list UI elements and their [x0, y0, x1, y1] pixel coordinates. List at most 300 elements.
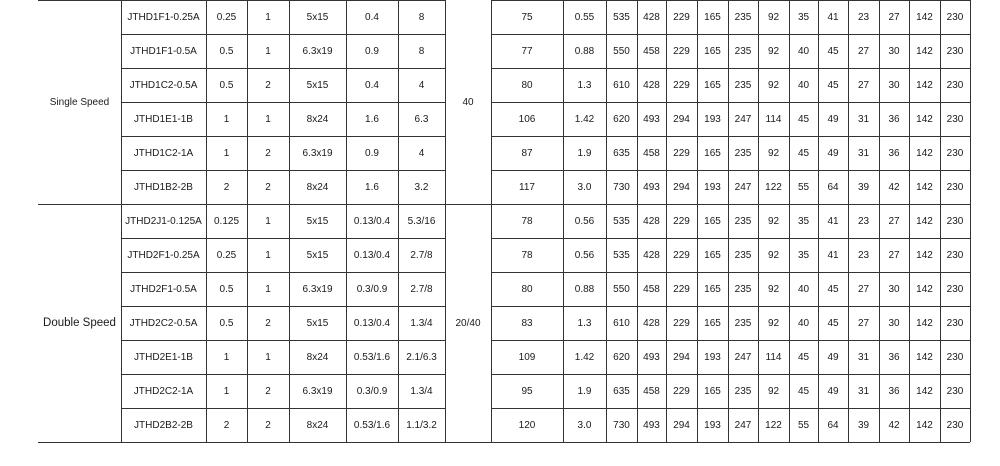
- spec-value-cell: 114: [765, 351, 782, 363]
- spec-value-cell: 23: [857, 11, 870, 23]
- spec-value-cell: 92: [767, 147, 780, 159]
- spec-value-cell: 31: [857, 147, 870, 159]
- column-divider: [818, 0, 819, 204]
- spec-value-cell: 230: [946, 113, 964, 125]
- spec-value-cell: 120: [518, 419, 536, 431]
- spec-value-cell: 294: [673, 181, 690, 193]
- value-cell-4: 0.9: [365, 147, 379, 159]
- row-divider: [121, 340, 445, 341]
- spec-value-cell: 229: [673, 385, 690, 397]
- column-divider: [848, 204, 849, 442]
- spec-value-cell: 31: [857, 385, 870, 397]
- value-cell-5: 4: [418, 79, 425, 91]
- spec-value-cell: 165: [704, 249, 721, 261]
- spec-value-cell: 39: [857, 181, 870, 193]
- column-divider: [789, 0, 790, 204]
- value-cell-1: 0.5: [219, 317, 234, 329]
- spec-value-cell: 550: [613, 45, 630, 57]
- spec-value-cell: 247: [734, 113, 752, 125]
- spec-value-cell: 45: [827, 45, 839, 57]
- table-row: [0, 272, 1000, 306]
- spec-value-cell: 730: [613, 419, 630, 431]
- spec-value-cell: 23: [857, 249, 870, 261]
- spec-value-cell: 230: [946, 351, 964, 363]
- row-divider: [121, 34, 445, 35]
- model-cell: JTHD1F1-0.25A: [127, 11, 200, 23]
- spec-value-cell: 635: [613, 147, 630, 159]
- spec-value-cell: 610: [613, 317, 630, 329]
- spec-value-cell: 230: [946, 419, 964, 431]
- value-cell-5: 3.2: [414, 181, 429, 193]
- spec-value-cell: 229: [673, 215, 690, 227]
- spec-value-cell: 41: [827, 249, 839, 261]
- spec-value-cell: 42: [888, 181, 900, 193]
- model-cell: JTHD2C2-0.5A: [129, 317, 198, 329]
- spec-value-cell: 77: [521, 45, 533, 57]
- spec-value-cell: 620: [613, 351, 630, 363]
- spec-value-cell: 235: [734, 147, 752, 159]
- spec-value-cell: 45: [797, 113, 810, 125]
- table-row: [0, 408, 1000, 442]
- spec-value-cell: 27: [857, 79, 870, 91]
- spec-value-cell: 45: [797, 385, 810, 397]
- spec-value-cell: 83: [521, 317, 533, 329]
- spec-value-cell: 64: [827, 419, 839, 431]
- spec-value-cell: 92: [767, 11, 780, 23]
- spec-value-cell: 27: [888, 215, 900, 227]
- spec-value-cell: 1.3: [577, 317, 592, 329]
- spec-value-cell: 458: [643, 283, 660, 295]
- spec-value-cell: 229: [673, 11, 690, 23]
- spec-value-cell: 193: [704, 419, 721, 431]
- spec-value-cell: 535: [613, 11, 630, 23]
- value-cell-5: 8: [418, 11, 425, 23]
- spec-value-cell: 458: [643, 147, 660, 159]
- row-divider: [121, 272, 445, 273]
- column-divider: [398, 204, 399, 442]
- spec-value-cell: 31: [857, 113, 870, 125]
- spec-value-cell: 35: [797, 249, 810, 261]
- value-cell-3: 5x15: [306, 317, 329, 329]
- spec-value-cell: 92: [767, 45, 780, 57]
- value-cell-3: 5x15: [306, 11, 329, 23]
- spec-value-cell: 230: [946, 215, 964, 227]
- value-cell-2: 2: [265, 181, 271, 193]
- spec-value-cell: 230: [946, 317, 964, 329]
- spec-value-cell: 235: [734, 11, 752, 23]
- column-divider: [637, 204, 638, 442]
- table-row: [0, 204, 1000, 238]
- spec-value-cell: 55: [797, 181, 810, 193]
- spec-value-cell: 193: [704, 181, 721, 193]
- spec-value-cell: 235: [734, 45, 752, 57]
- value-cell-4: 0.13/0.4: [353, 249, 391, 261]
- spec-value-cell: 92: [767, 385, 780, 397]
- value-cell-3: 8x24: [306, 351, 329, 363]
- value-cell-3: 8x24: [306, 419, 329, 431]
- spec-value-cell: 40: [797, 45, 810, 57]
- column-divider: [121, 204, 122, 442]
- spec-value-cell: 1.9: [577, 385, 592, 397]
- spec-value-cell: 36: [888, 351, 900, 363]
- spec-value-cell: 35: [797, 215, 810, 227]
- spec-value-cell: 36: [888, 113, 900, 125]
- group-label: Single Speed: [49, 96, 110, 108]
- spec-value-cell: 49: [827, 147, 839, 159]
- model-cell: JTHD1E1-1B: [134, 113, 193, 125]
- spec-value-cell: 30: [888, 45, 900, 57]
- column-divider: [606, 0, 607, 204]
- value-cell-2: 1: [265, 215, 271, 227]
- table-row: [0, 170, 1000, 204]
- column-divider: [445, 204, 446, 442]
- spec-value-cell: 42: [888, 419, 900, 431]
- spec-value-cell: 165: [704, 283, 721, 295]
- spec-value-cell: 142: [916, 147, 933, 159]
- column-divider: [491, 204, 492, 442]
- value-cell-4: 0.3/0.9: [356, 283, 388, 295]
- value-cell-2: 2: [265, 419, 271, 431]
- spec-value-cell: 142: [916, 45, 933, 57]
- value-cell-1: 2: [223, 419, 230, 431]
- spec-value-cell: 45: [797, 147, 810, 159]
- row-divider: [121, 238, 445, 239]
- value-cell-2: 1: [265, 45, 271, 57]
- column-divider: [909, 204, 910, 442]
- value-cell-1: 1: [223, 385, 230, 397]
- spec-value-cell: 36: [888, 385, 900, 397]
- spec-value-cell: 230: [946, 181, 964, 193]
- spec-value-cell: 1.9: [577, 147, 592, 159]
- spec-value-cell: 0.55: [574, 11, 595, 23]
- value-cell-5: 5.3/16: [407, 215, 436, 227]
- spec-value-cell: 229: [673, 147, 690, 159]
- spec-value-cell: 41: [827, 11, 839, 23]
- spec-value-cell: 142: [916, 317, 933, 329]
- value-cell-1: 2: [223, 181, 230, 193]
- spec-value-cell: 230: [946, 79, 964, 91]
- spec-value-cell: 229: [673, 317, 690, 329]
- spec-value-cell: 620: [613, 113, 630, 125]
- spec-value-cell: 23: [857, 215, 870, 227]
- table-row: [0, 136, 1000, 170]
- spec-value-cell: 75: [521, 11, 533, 23]
- row-divider: [121, 136, 445, 137]
- table-row: [0, 68, 1000, 102]
- value-cell-2: 1: [265, 283, 271, 295]
- spec-value-cell: 27: [857, 317, 870, 329]
- speed-cell: 20/40: [455, 317, 481, 329]
- speed-cell: 40: [462, 96, 474, 108]
- spec-value-cell: 142: [916, 181, 933, 193]
- spec-value-cell: 55: [797, 419, 810, 431]
- value-cell-2: 2: [265, 317, 271, 329]
- spec-value-cell: 550: [613, 283, 630, 295]
- value-cell-3: 5x15: [306, 79, 329, 91]
- column-divider: [289, 204, 290, 442]
- spec-value-cell: 3.0: [577, 181, 592, 193]
- column-divider: [563, 0, 564, 204]
- value-cell-3: 6.3x19: [302, 283, 333, 295]
- value-cell-1: 1: [223, 113, 230, 125]
- spec-value-cell: 35: [797, 11, 810, 23]
- value-cell-4: 1.6: [365, 181, 379, 193]
- spec-value-cell: 610: [613, 79, 630, 91]
- spec-value-cell: 165: [704, 147, 721, 159]
- spec-value-cell: 49: [827, 113, 839, 125]
- value-cell-1: 1: [223, 147, 230, 159]
- value-cell-5: 2.7/8: [410, 283, 433, 295]
- column-divider: [247, 204, 248, 442]
- column-divider: [445, 0, 446, 204]
- spec-value-cell: 1.3: [577, 79, 592, 91]
- spec-value-cell: 235: [734, 215, 752, 227]
- column-divider: [206, 0, 207, 204]
- column-divider: [121, 0, 122, 204]
- spec-value-cell: 45: [827, 317, 839, 329]
- row-divider: [121, 374, 445, 375]
- spec-value-cell: 493: [643, 419, 660, 431]
- spec-value-cell: 40: [797, 283, 810, 295]
- spec-value-cell: 247: [734, 419, 752, 431]
- column-divider: [666, 0, 667, 204]
- value-cell-1: 0.25: [216, 249, 237, 261]
- spec-value-cell: 428: [643, 249, 660, 261]
- spec-value-cell: 165: [704, 215, 721, 227]
- column-divider: [728, 204, 729, 442]
- spec-value-cell: 493: [643, 351, 660, 363]
- spec-value-cell: 230: [946, 283, 964, 295]
- spec-value-cell: 0.88: [574, 45, 595, 57]
- spec-value-cell: 165: [704, 11, 721, 23]
- value-cell-1: 0.5: [219, 45, 234, 57]
- value-cell-5: 2.7/8: [410, 249, 433, 261]
- row-divider: [38, 204, 445, 205]
- value-cell-4: 0.53/1.6: [353, 419, 391, 431]
- spec-value-cell: 142: [916, 419, 933, 431]
- spec-value-cell: 193: [704, 351, 721, 363]
- value-cell-3: 6.3x19: [302, 147, 333, 159]
- value-cell-4: 0.53/1.6: [353, 351, 391, 363]
- value-cell-2: 1: [265, 11, 271, 23]
- column-divider: [879, 0, 880, 204]
- spec-value-cell: 30: [888, 79, 900, 91]
- spec-value-cell: 0.88: [574, 283, 595, 295]
- spec-value-cell: 458: [643, 45, 660, 57]
- spec-value-cell: 247: [734, 181, 752, 193]
- model-cell: JTHD2C2-1A: [133, 385, 194, 397]
- column-divider: [848, 0, 849, 204]
- value-cell-2: 2: [265, 385, 271, 397]
- spec-value-cell: 230: [946, 147, 964, 159]
- value-cell-3: 5x15: [306, 249, 329, 261]
- spec-value-cell: 493: [643, 181, 660, 193]
- spec-value-cell: 27: [857, 45, 870, 57]
- spec-value-cell: 27: [888, 11, 900, 23]
- spec-value-cell: 114: [765, 113, 782, 125]
- column-divider: [398, 0, 399, 204]
- column-divider: [728, 0, 729, 204]
- column-divider: [563, 204, 564, 442]
- spec-value-cell: 36: [888, 147, 900, 159]
- spec-value-cell: 235: [734, 317, 752, 329]
- spec-value-cell: 142: [916, 385, 933, 397]
- spec-value-cell: 117: [519, 181, 535, 193]
- model-cell: JTHD2J1-0.125A: [125, 215, 202, 227]
- value-cell-5: 1.3/4: [410, 385, 433, 397]
- spec-value-cell: 142: [916, 249, 933, 261]
- spec-value-cell: 635: [613, 385, 630, 397]
- spec-value-cell: 80: [521, 283, 533, 295]
- spec-value-cell: 235: [734, 283, 752, 295]
- column-divider: [940, 0, 941, 204]
- spec-value-cell: 30: [888, 283, 900, 295]
- spec-value-cell: 1.42: [574, 351, 595, 363]
- value-cell-1: 0.5: [219, 283, 234, 295]
- spec-value-cell: 3.0: [577, 419, 592, 431]
- value-cell-4: 1.6: [365, 113, 379, 125]
- value-cell-2: 1: [265, 351, 271, 363]
- value-cell-2: 1: [265, 113, 271, 125]
- value-cell-5: 2.1/6.3: [406, 351, 437, 363]
- value-cell-5: 1.3/4: [410, 317, 433, 329]
- spec-value-cell: 230: [946, 249, 964, 261]
- spec-value-cell: 142: [916, 283, 933, 295]
- model-cell: JTHD1C2-0.5A: [129, 79, 198, 91]
- column-divider: [346, 0, 347, 204]
- spec-value-cell: 1.42: [574, 113, 595, 125]
- spec-value-cell: 428: [643, 11, 660, 23]
- spec-value-cell: 535: [613, 215, 630, 227]
- row-divider: [121, 408, 445, 409]
- column-divider: [206, 204, 207, 442]
- spec-value-cell: 535: [613, 249, 630, 261]
- spec-value-cell: 230: [946, 385, 964, 397]
- column-divider: [606, 204, 607, 442]
- spec-value-cell: 428: [643, 317, 660, 329]
- spec-value-cell: 49: [827, 385, 839, 397]
- spec-value-cell: 229: [673, 45, 690, 57]
- spec-value-cell: 45: [827, 283, 839, 295]
- spec-value-cell: 27: [888, 249, 900, 261]
- spec-value-cell: 230: [946, 45, 964, 57]
- value-cell-2: 2: [265, 147, 271, 159]
- value-cell-4: 0.13/0.4: [353, 317, 391, 329]
- model-cell: JTHD1F1-0.5A: [130, 45, 197, 57]
- spec-value-cell: 87: [521, 147, 533, 159]
- value-cell-4: 0.3/0.9: [356, 385, 388, 397]
- spec-value-cell: 27: [857, 283, 870, 295]
- spec-value-cell: 294: [673, 419, 690, 431]
- value-cell-2: 1: [265, 249, 271, 261]
- spec-value-cell: 0.56: [574, 249, 595, 261]
- column-divider: [697, 204, 698, 442]
- column-divider: [970, 204, 971, 442]
- value-cell-3: 5x15: [306, 215, 329, 227]
- spec-value-cell: 45: [797, 351, 810, 363]
- column-divider: [818, 204, 819, 442]
- column-divider: [970, 0, 971, 204]
- spec-value-cell: 40: [797, 317, 810, 329]
- spec-value-cell: 294: [673, 351, 690, 363]
- spec-value-cell: 165: [704, 385, 721, 397]
- spec-value-cell: 142: [916, 215, 933, 227]
- model-cell: JTHD2B2-2B: [134, 419, 193, 431]
- spec-value-cell: 31: [857, 351, 870, 363]
- spec-value-cell: 78: [521, 249, 533, 261]
- spec-value-cell: 122: [765, 181, 782, 193]
- column-divider: [289, 0, 290, 204]
- model-cell: JTHD2E1-1B: [134, 351, 193, 363]
- spec-value-cell: 106: [518, 113, 536, 125]
- column-divider: [758, 204, 759, 442]
- group-divider: [38, 442, 970, 443]
- column-divider: [879, 204, 880, 442]
- spec-value-cell: 109: [518, 351, 536, 363]
- model-cell: JTHD1C2-1A: [133, 147, 194, 159]
- table-row: [0, 102, 1000, 136]
- value-cell-5: 8: [418, 45, 425, 57]
- spec-value-cell: 95: [521, 385, 533, 397]
- value-cell-2: 2: [265, 79, 271, 91]
- spec-value-cell: 294: [673, 113, 690, 125]
- spec-value-cell: 229: [673, 283, 690, 295]
- spec-value-cell: 142: [916, 351, 933, 363]
- spec-value-cell: 30: [888, 317, 900, 329]
- table-row: [0, 340, 1000, 374]
- spec-value-cell: 39: [857, 419, 870, 431]
- model-cell: JTHD2F1-0.25A: [127, 249, 200, 261]
- spec-value-cell: 41: [827, 215, 839, 227]
- spec-value-cell: 92: [767, 79, 780, 91]
- spec-value-cell: 122: [765, 419, 782, 431]
- spec-value-cell: 193: [704, 113, 721, 125]
- spec-value-cell: 92: [767, 215, 780, 227]
- spec-value-cell: 235: [734, 385, 752, 397]
- spec-value-cell: 45: [827, 79, 839, 91]
- value-cell-3: 6.3x19: [302, 385, 333, 397]
- spec-value-cell: 165: [704, 79, 721, 91]
- value-cell-4: 0.4: [365, 11, 379, 23]
- column-divider: [666, 204, 667, 442]
- spec-value-cell: 229: [673, 79, 690, 91]
- column-divider: [346, 204, 347, 442]
- value-cell-3: 8x24: [306, 113, 329, 125]
- value-cell-4: 0.4: [365, 79, 379, 91]
- spec-value-cell: 493: [643, 113, 660, 125]
- row-divider: [121, 68, 445, 69]
- row-divider: [121, 306, 445, 307]
- spec-value-cell: 229: [673, 249, 690, 261]
- spec-value-cell: 247: [734, 351, 752, 363]
- spec-value-cell: 428: [643, 215, 660, 227]
- value-cell-5: 6.3: [414, 113, 429, 125]
- spec-value-cell: 458: [643, 385, 660, 397]
- value-cell-4: 0.9: [365, 45, 379, 57]
- table-row: [0, 0, 1000, 34]
- spec-value-cell: 142: [916, 11, 933, 23]
- model-cell: JTHD2F1-0.5A: [130, 283, 197, 295]
- spec-value-cell: 78: [521, 215, 533, 227]
- value-cell-5: 4: [418, 147, 425, 159]
- value-cell-3: 8x24: [306, 181, 329, 193]
- spec-value-cell: 235: [734, 79, 752, 91]
- spec-value-cell: 92: [767, 317, 780, 329]
- spec-value-cell: 0.56: [574, 215, 595, 227]
- spec-value-cell: 165: [704, 45, 721, 57]
- spec-value-cell: 142: [916, 79, 933, 91]
- spec-value-cell: 92: [767, 283, 780, 295]
